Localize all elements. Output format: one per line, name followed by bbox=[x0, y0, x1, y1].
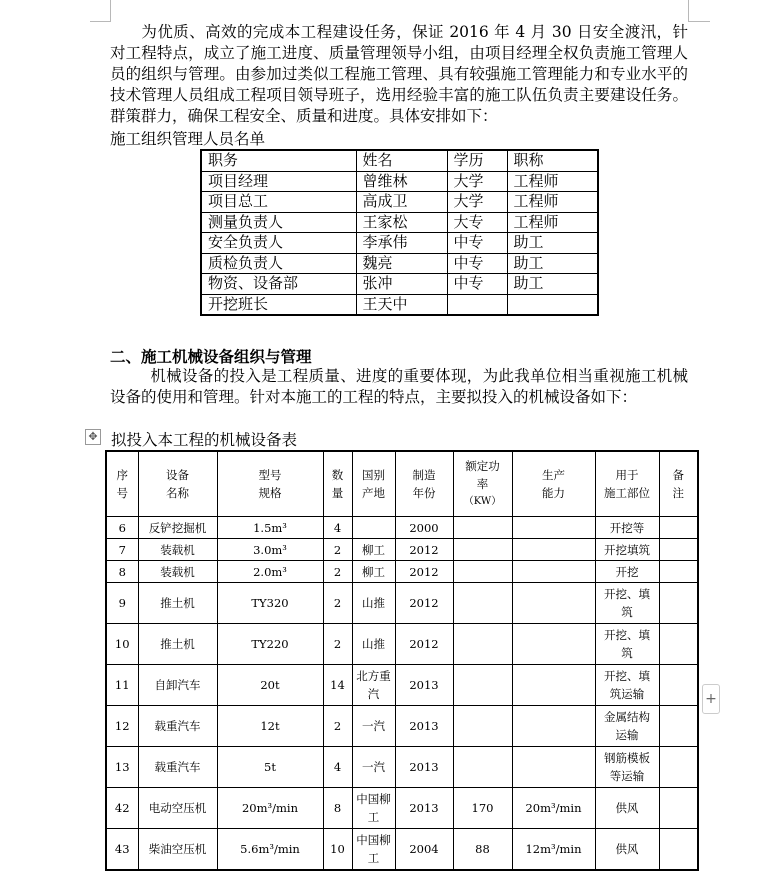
cell-qty: 2 bbox=[323, 539, 352, 561]
table-cell bbox=[447, 294, 507, 315]
column-header-line: 数 bbox=[331, 468, 344, 482]
cell-no: 7 bbox=[106, 539, 138, 561]
cell-capacity bbox=[512, 561, 595, 583]
cell-year: 2000 bbox=[395, 517, 453, 539]
crop-mark-left bbox=[110, 0, 111, 22]
cell-qty: 2 bbox=[323, 583, 352, 624]
table-row bbox=[106, 624, 698, 665]
cell-name: 柴油空压机 bbox=[138, 829, 217, 871]
column-header-line: 注 bbox=[672, 486, 684, 500]
cell-qty: 2 bbox=[323, 624, 352, 665]
column-header-line: 型号 bbox=[258, 468, 282, 482]
cell-year: 2013 bbox=[395, 706, 453, 747]
column-header bbox=[395, 451, 453, 517]
cell-note bbox=[659, 624, 698, 665]
table-cell: 项目总工 bbox=[201, 192, 356, 213]
table-move-handle[interactable] bbox=[85, 429, 101, 445]
cell-no: 8 bbox=[106, 561, 138, 583]
cell-capacity bbox=[512, 539, 595, 561]
table-cell: 物资、设备部 bbox=[201, 274, 356, 295]
table-cell: 助工 bbox=[507, 233, 598, 254]
cell-qty: 14 bbox=[323, 665, 352, 706]
table-row bbox=[106, 747, 698, 788]
table-cell: 王家松 bbox=[356, 212, 447, 233]
cell-spec: 2.0m³ bbox=[217, 561, 323, 583]
table-cell: 助工 bbox=[507, 253, 598, 274]
column-header-line: 施工部位 bbox=[604, 486, 650, 500]
column-header bbox=[323, 451, 352, 517]
cell-use: 金属结构运输 bbox=[595, 706, 659, 747]
cell-name: 自卸汽车 bbox=[138, 665, 217, 706]
table-cell: 职务 bbox=[201, 150, 356, 171]
table-header-row bbox=[201, 150, 598, 171]
table-cell: 魏亮 bbox=[356, 253, 447, 274]
column-header-line: 能力 bbox=[542, 486, 565, 500]
staff-table bbox=[200, 149, 599, 316]
column-header-line: 制造 bbox=[412, 468, 436, 482]
add-row-button[interactable] bbox=[702, 684, 720, 714]
cell-no: 11 bbox=[106, 665, 138, 706]
table-cell: 大学 bbox=[447, 192, 507, 213]
cell-year: 2012 bbox=[395, 583, 453, 624]
cell-spec: 5t bbox=[217, 747, 323, 788]
cell-origin: 一汽 bbox=[352, 706, 395, 747]
table-cell: 大学 bbox=[447, 171, 507, 192]
cell-capacity: 20m³/min bbox=[512, 788, 595, 829]
equipment-table-caption: 拟投入本工程的机械设备表 bbox=[111, 431, 298, 449]
table-row bbox=[201, 294, 598, 315]
table-row bbox=[106, 583, 698, 624]
cell-qty: 2 bbox=[323, 561, 352, 583]
table-row bbox=[106, 829, 698, 871]
cell-power bbox=[453, 583, 512, 624]
table-cell: 曾维林 bbox=[356, 171, 447, 192]
column-header-line: 产地 bbox=[362, 486, 385, 500]
table-row bbox=[106, 788, 698, 829]
cell-qty: 10 bbox=[323, 829, 352, 871]
column-header bbox=[512, 451, 595, 517]
table-row bbox=[201, 192, 598, 213]
table-row bbox=[201, 233, 598, 254]
cell-qty: 4 bbox=[323, 747, 352, 788]
cell-no: 6 bbox=[106, 517, 138, 539]
cell-year: 2013 bbox=[395, 788, 453, 829]
column-header-line: 序 bbox=[116, 468, 128, 482]
cell-name: 推土机 bbox=[138, 624, 217, 665]
cell-name: 载重汽车 bbox=[138, 747, 217, 788]
cell-capacity bbox=[512, 747, 595, 788]
table-row bbox=[106, 561, 698, 583]
table-row bbox=[106, 517, 698, 539]
cell-power: 88 bbox=[453, 829, 512, 871]
column-header bbox=[217, 451, 323, 517]
cell-name: 载重汽车 bbox=[138, 706, 217, 747]
cell-origin: 中国柳工 bbox=[352, 788, 395, 829]
cell-origin bbox=[352, 517, 395, 539]
cell-origin: 山推 bbox=[352, 624, 395, 665]
cell-origin: 一汽 bbox=[352, 747, 395, 788]
table-cell: 助工 bbox=[507, 274, 598, 295]
column-header-line: 额定功 bbox=[465, 459, 500, 473]
cell-name: 推土机 bbox=[138, 583, 217, 624]
cell-year: 2013 bbox=[395, 747, 453, 788]
cell-capacity bbox=[512, 665, 595, 706]
table-cell: 质检负责人 bbox=[201, 253, 356, 274]
cell-capacity: 12m³/min bbox=[512, 829, 595, 871]
column-header bbox=[352, 451, 395, 517]
column-header bbox=[453, 451, 512, 517]
table-cell: 高成卫 bbox=[356, 192, 447, 213]
cell-spec: 20m³/min bbox=[217, 788, 323, 829]
table-cell: 安全负责人 bbox=[201, 233, 356, 254]
table-cell: 大专 bbox=[447, 212, 507, 233]
column-header bbox=[138, 451, 217, 517]
table-cell: 测量负责人 bbox=[201, 212, 356, 233]
cell-name: 装载机 bbox=[138, 539, 217, 561]
cell-origin: 柳工 bbox=[352, 539, 395, 561]
cell-spec: TY320 bbox=[217, 583, 323, 624]
column-header-line: 备 bbox=[672, 468, 684, 482]
column-header-line: 生产 bbox=[542, 468, 565, 482]
cell-use: 开挖、填筑 bbox=[595, 583, 659, 624]
cell-note bbox=[659, 665, 698, 706]
cell-capacity bbox=[512, 624, 595, 665]
table-cell: 工程师 bbox=[507, 171, 598, 192]
table-cell: 开挖班长 bbox=[201, 294, 356, 315]
cell-spec: 1.5m³ bbox=[217, 517, 323, 539]
crop-mark-right-h bbox=[688, 21, 710, 22]
cell-use: 开挖等 bbox=[595, 517, 659, 539]
cell-note bbox=[659, 517, 698, 539]
column-header bbox=[106, 451, 138, 517]
cell-capacity bbox=[512, 583, 595, 624]
cell-power bbox=[453, 706, 512, 747]
column-header-line: 年份 bbox=[412, 486, 436, 500]
table-cell: 王天中 bbox=[356, 294, 447, 315]
cell-power bbox=[453, 561, 512, 583]
cell-power bbox=[453, 517, 512, 539]
column-header-line: 设备 bbox=[166, 468, 189, 482]
cell-year: 2012 bbox=[395, 561, 453, 583]
cell-spec: 3.0m³ bbox=[217, 539, 323, 561]
cell-qty: 8 bbox=[323, 788, 352, 829]
cell-spec: TY220 bbox=[217, 624, 323, 665]
cell-use: 开挖 bbox=[595, 561, 659, 583]
crop-mark-right bbox=[688, 0, 689, 22]
cell-no: 9 bbox=[106, 583, 138, 624]
column-header-line: 号 bbox=[116, 486, 128, 500]
cell-note bbox=[659, 706, 698, 747]
move-cross-icon: ✥ bbox=[88, 430, 98, 443]
table-row bbox=[106, 706, 698, 747]
cell-capacity bbox=[512, 706, 595, 747]
intro-paragraph: 为优质、高效的完成本工程建设任务，保证 2016 年 4 月 30 日安全渡汛，针对工程特点，成立了施工进度、质量管理领导小组，由项目经理全权负责施工管理人员的组织与管理。由参加过类似工程施工管理、具有较强施工管理能力和专业水平的技术管理人员组成工程项目领导班子，选用经验丰富的施工队伍负责主要建设任务。群策群力，确保工程安全、质量和进度。具体安排如下： bbox=[110, 23, 688, 125]
cell-capacity bbox=[512, 517, 595, 539]
cell-use: 开挖、填筑运输 bbox=[595, 665, 659, 706]
table-cell: 中专 bbox=[447, 233, 507, 254]
equipment-table bbox=[105, 450, 699, 871]
table-cell: 工程师 bbox=[507, 212, 598, 233]
table-cell: 工程师 bbox=[507, 192, 598, 213]
column-header-line: 名称 bbox=[166, 486, 189, 500]
cell-qty: 2 bbox=[323, 706, 352, 747]
cell-power bbox=[453, 539, 512, 561]
column-header-line: 率 bbox=[476, 477, 489, 491]
cell-name: 反铲挖掘机 bbox=[138, 517, 217, 539]
cell-year: 2012 bbox=[395, 624, 453, 665]
cell-use: 供风 bbox=[595, 788, 659, 829]
cell-note bbox=[659, 561, 698, 583]
table-cell: 中专 bbox=[447, 274, 507, 295]
cell-use: 钢筋模板等运输 bbox=[595, 747, 659, 788]
crop-mark-left-h bbox=[90, 21, 110, 22]
cell-power bbox=[453, 747, 512, 788]
table-cell: 学历 bbox=[447, 150, 507, 171]
table-cell: 张冲 bbox=[356, 274, 447, 295]
table-cell bbox=[507, 294, 598, 315]
cell-name: 装载机 bbox=[138, 561, 217, 583]
cell-spec: 12t bbox=[217, 706, 323, 747]
column-header-line: （KW） bbox=[463, 496, 502, 507]
cell-no: 13 bbox=[106, 747, 138, 788]
cell-use: 供风 bbox=[595, 829, 659, 871]
cell-note bbox=[659, 829, 698, 871]
cell-power bbox=[453, 624, 512, 665]
cell-spec: 5.6m³/min bbox=[217, 829, 323, 871]
table-row bbox=[201, 274, 598, 295]
equipment-paragraph: 机械设备的投入是工程质量、进度的重要体现，为此我单位相当重视施工机械设备的使用和管理。针对本施工的工程的特点，主要拟投入的机械设备如下： bbox=[110, 367, 688, 406]
cell-use: 开挖、填筑 bbox=[595, 624, 659, 665]
column-header-line: 规格 bbox=[258, 486, 282, 500]
column-header-line: 用于 bbox=[615, 468, 639, 482]
table-row bbox=[106, 665, 698, 706]
table-row bbox=[201, 212, 598, 233]
section-heading: 二、施工机械设备组织与管理 bbox=[110, 348, 312, 366]
staff-table-caption: 施工组织管理人员名单 bbox=[110, 130, 266, 148]
cell-note bbox=[659, 747, 698, 788]
table-row bbox=[106, 539, 698, 561]
cell-year: 2013 bbox=[395, 665, 453, 706]
cell-origin: 山推 bbox=[352, 583, 395, 624]
plus-icon: + bbox=[705, 691, 717, 707]
cell-note bbox=[659, 539, 698, 561]
cell-note bbox=[659, 583, 698, 624]
cell-no: 12 bbox=[106, 706, 138, 747]
cell-use: 开挖填筑 bbox=[595, 539, 659, 561]
column-header bbox=[659, 451, 698, 517]
cell-spec: 20t bbox=[217, 665, 323, 706]
cell-note bbox=[659, 788, 698, 829]
column-header-line: 国别 bbox=[362, 468, 385, 482]
table-cell: 中专 bbox=[447, 253, 507, 274]
table-cell: 职称 bbox=[507, 150, 598, 171]
column-header-line: 量 bbox=[331, 486, 344, 500]
column-header bbox=[595, 451, 659, 517]
cell-year: 2004 bbox=[395, 829, 453, 871]
cell-origin: 柳工 bbox=[352, 561, 395, 583]
cell-origin: 北方重汽 bbox=[352, 665, 395, 706]
cell-origin: 中国柳工 bbox=[352, 829, 395, 871]
table-row bbox=[201, 253, 598, 274]
table-row bbox=[201, 171, 598, 192]
cell-name: 电动空压机 bbox=[138, 788, 217, 829]
table-cell: 项目经理 bbox=[201, 171, 356, 192]
cell-year: 2012 bbox=[395, 539, 453, 561]
table-cell: 姓名 bbox=[356, 150, 447, 171]
cell-power bbox=[453, 665, 512, 706]
cell-no: 42 bbox=[106, 788, 138, 829]
table-cell: 李承伟 bbox=[356, 233, 447, 254]
cell-power: 170 bbox=[453, 788, 512, 829]
cell-no: 43 bbox=[106, 829, 138, 871]
cell-qty: 4 bbox=[323, 517, 352, 539]
cell-no: 10 bbox=[106, 624, 138, 665]
